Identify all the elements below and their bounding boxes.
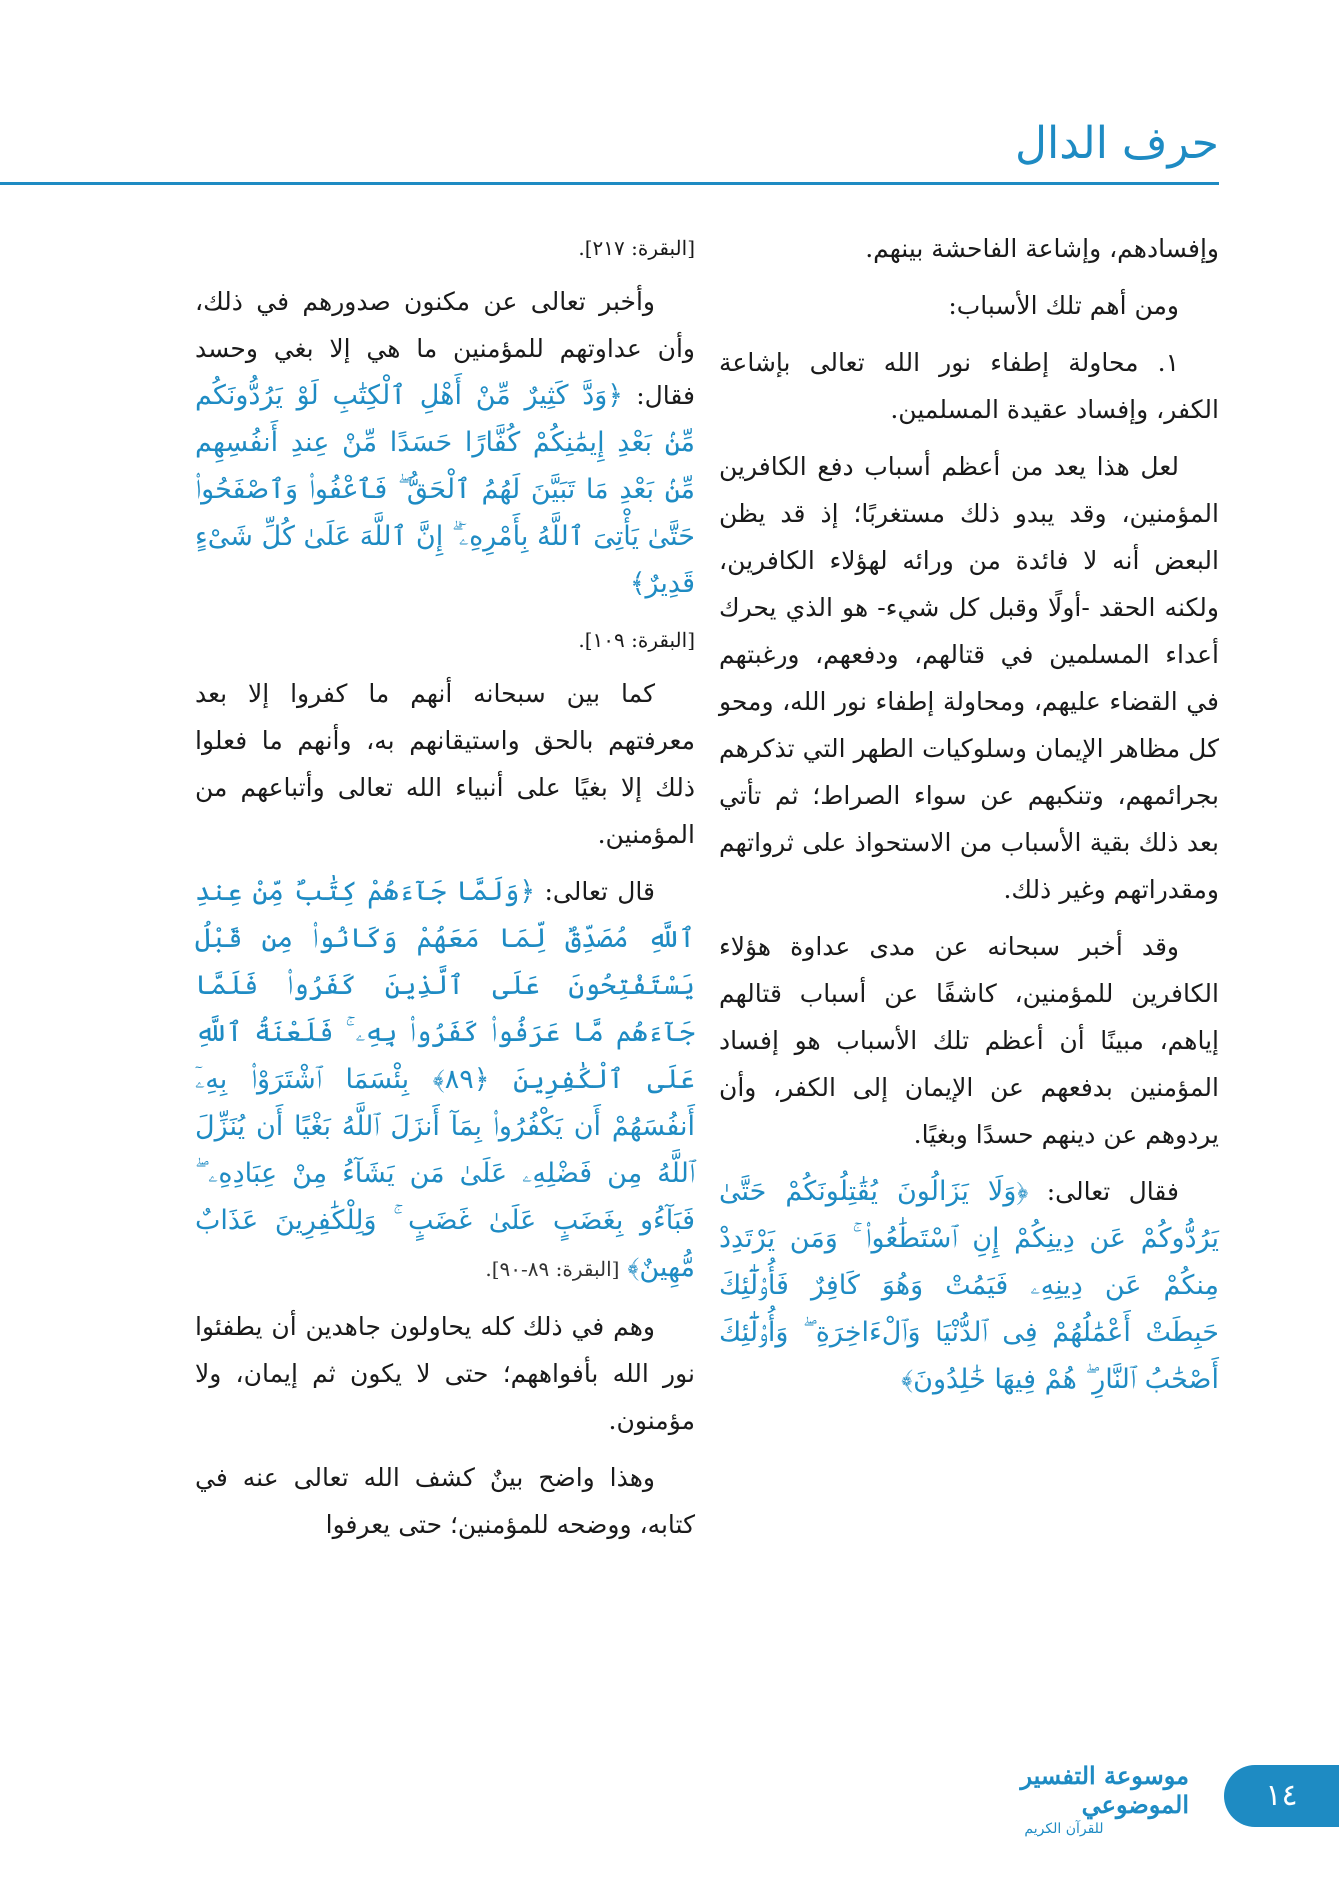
chapter-title: حرف الدال (1015, 118, 1219, 169)
quran-verse: ﴿وَدَّ كَثِيرٌ مِّنْ أَهْلِ ٱلْكِتَٰبِ لَوْ يَرُدُّونَكُم مِّنۢ بَعْدِ إِيمَٰنِكُمْ كُفَّارًا حَسَدًا مِّنْ عِندِ أَنفُسِهِم مِّنۢ بَعْدِ مَا تَبَيَّنَ لَهُمُ ٱلْحَقُّ ۖ فَٱعْفُوا۟ وَٱصْفَحُوا۟ حَتَّىٰ يَأْتِىَ ٱللَّهُ بِأَمْرِهِۦٓ ۗ إِنَّ ٱللَّهَ عَلَىٰ كُلِّ شَىْءٍ قَدِيرٌ﴾ (195, 380, 695, 599)
logo-title: موسوعة التفسير الموضوعي (1020, 1761, 1189, 1819)
quran-verse: ﴿وَلَا يَزَالُونَ يُقَٰتِلُونَكُمْ حَتَّىٰ يَرُدُّوكُمْ عَن دِينِكُمْ إِنِ ٱسْتَطَٰعُوا۟ ۚ وَمَن يَرْتَدِدْ مِنكُمْ عَن دِينِهِۦ فَيَمُتْ وَهُوَ كَافِرٌ فَأُو۟لَٰٓئِكَ حَبِطَتْ أَعْمَٰلُهُمْ فِى ٱلدُّنْيَا وَٱلْءَاخِرَةِ ۖ وَأُو۟لَٰٓئِكَ أَصْحَٰبُ ٱلنَّارِ ۖ هُمْ فِيهَا خَٰلِدُونَ﴾ (719, 1176, 1219, 1395)
list-item: ١. محاولة إطفاء نور الله تعالى بإشاعة الكفر، وإفساد عقيدة المسلمين. (719, 348, 1219, 424)
quote-lead: قال تعالى: (544, 877, 655, 906)
paragraph (719, 1168, 1219, 1403)
page-number: ١٤ (1224, 1765, 1339, 1827)
encyclopedia-logo (939, 1760, 1189, 1838)
header-divider (0, 182, 1219, 185)
right-column (719, 225, 1219, 1413)
paragraph: وقد أخبر سبحانه عن مدى عداوة هؤلاء الكافرين للمؤمنين، كاشفًا عن أسباب قتالهم إياهم، مبينًا أن أعظم تلك الأسباب هو إفساد المؤمنين بدفعهم عن الإيمان إلى الكفر، وأن يردوهم عن دينهم حسدًا وبغيًا. (719, 932, 1219, 1149)
paragraph: كما بين سبحانه أنهم ما كفروا إلا بعد معرفتهم بالحق واستيقانهم به، وأنهم ما فعلوا ذلك إلا بغيًا على أنبياء الله تعالى وأتباعهم من المؤمنين. (195, 679, 695, 849)
paragraph: وهم في ذلك كله يحاولون جاهدين أن يطفئوا نور الله بأفواههم؛ حتى لا يكون ثم إيمان، ولا مؤمنون. (195, 1312, 695, 1435)
paragraph-text: وأخبر تعالى عن مكنون صدورهم في ذلك، وأن عداوتهم للمؤمنين ما هي إلا بغي وحسد فقال: (195, 287, 695, 410)
paragraph: وإفسادهم، وإشاعة الفاحشة بينهم. (865, 234, 1219, 263)
left-column (195, 225, 695, 1558)
paragraph (195, 278, 695, 607)
citation: [البقرة: ٨٩-٩٠]. (485, 1257, 620, 1281)
paragraph: لعل هذا يعد من أعظم أسباب دفع الكافرين المؤمنين، وقد يبدو ذلك مستغربًا؛ إذ قد يظن البعض أنه لا فائدة من ورائه لهؤلاء الكافرين، ولكنه الحقد -أولًا وقبل كل شيء- هو الذي يحرك أعداء المسلمين في قتالهم، ودفعهم، ورغبتهم في القضاء عليهم، ومحاولة إطفاء نور الله، ومحو كل مظاهر الإيمان وسلوكيات الطهر التي تذكرهم بجرائمهم، وتنكبهم عن سواء الصراط؛ ثم تأتي بعد ذلك بقية الأسباب من الاستحواذ على ثرواتهم ومقدراتهم وغير ذلك. (719, 452, 1219, 904)
quote-lead: فقال تعالى: (1046, 1177, 1179, 1206)
paragraph (195, 868, 695, 1293)
paragraph: وهذا واضح بينٌ كشف الله تعالى عنه في كتابه، ووضحه للمؤمنين؛ حتى يعرفوا (195, 1463, 695, 1539)
paragraph: ومن أهم تلك الأسباب: (948, 291, 1179, 320)
citation: [البقرة: ١٠٩]. (578, 628, 695, 652)
citation: [البقرة: ٢١٧]. (578, 236, 695, 260)
logo-subtitle: للقرآن الكريم (1024, 1821, 1104, 1837)
quran-verse: ﴿وَلَمَّا جَآءَهُمْ كِتَٰبٌ مِّنْ عِندِ ٱللَّهِ مُصَدِّقٌ لِّمَا مَعَهُمْ وَكَانُوا۟ مِن قَبْلُ يَسْتَفْتِحُونَ عَلَى ٱلَّذِينَ كَفَرُوا۟ فَلَمَّا جَآءَهُم مَّا عَرَفُوا۟ كَفَرُوا۟ بِهِۦ ۚ فَلَعْنَةُ ٱللَّهِ عَلَى ٱلْكَٰفِرِينَ ﴿٨٩﴾ بِئْسَمَا ٱشْتَرَوْا۟ بِهِۦٓ أَنفُسَهُمْ أَن يَكْفُرُوا۟ بِمَآ أَنزَلَ ٱللَّهُ بَغْيًا أَن يُنَزِّلَ ٱللَّهُ مِن فَضْلِهِۦ عَلَىٰ مَن يَشَآءُ مِنْ عِبَادِهِۦ ۖ فَبَآءُو بِغَضَبٍ عَلَىٰ غَضَبٍ ۚ وَلِلْكَٰفِرِينَ عَذَابٌ مُّهِينٌ﴾ (195, 876, 695, 1283)
